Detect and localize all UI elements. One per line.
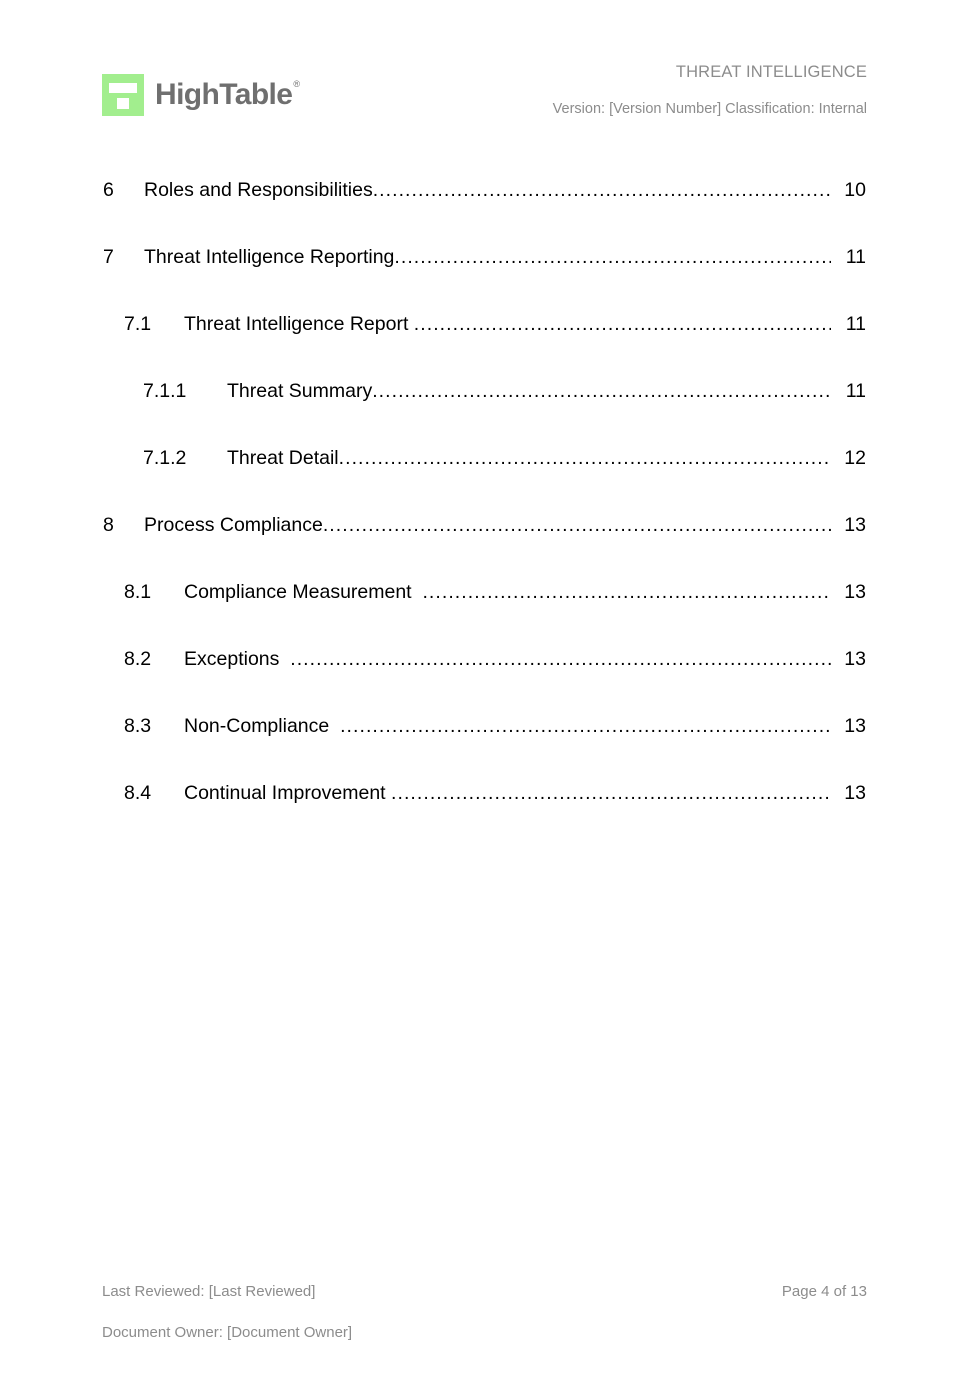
toc-entry[interactable] <box>0 645 980 712</box>
toc-entry[interactable] <box>0 310 980 377</box>
toc-entry-title: Threat Intelligence Report <box>184 313 409 335</box>
toc-entry[interactable] <box>0 511 980 578</box>
toc-dot-leader <box>340 712 831 740</box>
toc-entry[interactable] <box>0 176 980 243</box>
toc-entry-page-number: 11 <box>845 313 866 335</box>
document-version-classification: Version: [Version Number] Classification: Internal <box>552 100 867 117</box>
toc-dot-leader <box>339 444 831 472</box>
toc-entry-number: 6 <box>103 179 114 201</box>
toc-entry-page-number: 12 <box>844 447 866 469</box>
logo-block-shape <box>117 98 129 109</box>
toc-entry-title: Threat Summary <box>227 380 373 402</box>
toc-dot-leader <box>414 310 831 338</box>
toc-entry-title: Continual Improvement <box>184 782 386 804</box>
toc-entry-title: Threat Detail <box>227 447 339 469</box>
toc-entry-title: Exceptions <box>184 648 280 670</box>
toc-entry[interactable] <box>0 578 980 645</box>
toc-dot-leader <box>422 578 831 606</box>
toc-entry-page-number: 13 <box>844 581 866 603</box>
toc-entry-number: 8.1 <box>124 581 152 603</box>
toc-entry-page-number: 13 <box>844 715 866 737</box>
logo-bar-shape <box>109 83 137 93</box>
toc-entry-title: Process Compliance <box>144 514 323 536</box>
header-meta <box>553 62 867 118</box>
toc-entry-page-number: 11 <box>845 246 866 268</box>
toc-entry-number: 7.1.2 <box>143 447 187 469</box>
toc-entry-number: 8.2 <box>124 648 152 670</box>
toc-entry-title: Non-Compliance <box>184 715 330 737</box>
toc-entry-page-number: 10 <box>844 179 866 201</box>
toc-dot-leader <box>372 377 831 405</box>
logo-wordmark <box>155 80 298 110</box>
toc-dot-leader <box>290 645 831 673</box>
toc-dot-leader <box>391 779 831 807</box>
page-number-indicator: Page 4 of 13 <box>781 1283 867 1300</box>
toc-entry[interactable] <box>0 779 980 846</box>
toc-entry[interactable] <box>0 444 980 511</box>
page-header <box>0 62 980 142</box>
toc-entry-page-number: 13 <box>844 514 866 536</box>
toc-dot-leader <box>373 176 831 204</box>
toc-dot-leader <box>323 511 831 539</box>
document-owner-label: Document Owner: [Document Owner] <box>102 1324 353 1341</box>
toc-entry-number: 8.4 <box>124 782 152 804</box>
last-reviewed-label: Last Reviewed: [Last Reviewed] <box>102 1283 316 1300</box>
footer-row-primary <box>0 1283 980 1324</box>
toc-entry-title: Threat Intelligence Reporting <box>144 246 395 268</box>
toc-entry-number: 7.1.1 <box>143 380 187 402</box>
page-footer <box>0 1283 980 1365</box>
logo-wordmark-text: HighTable <box>155 78 293 111</box>
hightable-logo-mark-icon <box>102 74 144 116</box>
toc-entry-number: 8 <box>103 514 114 536</box>
toc-dot-leader <box>394 243 831 271</box>
hightable-logo <box>102 74 298 116</box>
toc-entry-number: 7.1 <box>124 313 152 335</box>
table-of-contents <box>0 176 980 846</box>
toc-entry-page-number: 13 <box>844 782 866 804</box>
toc-entry-page-number: 13 <box>844 648 866 670</box>
toc-entry-title: Roles and Responsibilities <box>144 179 373 201</box>
toc-entry-page-number: 11 <box>845 380 866 402</box>
toc-entry[interactable] <box>0 712 980 779</box>
footer-row-secondary <box>0 1324 980 1365</box>
toc-entry-number: 7 <box>103 246 114 268</box>
registered-trademark-icon: ® <box>293 79 300 89</box>
toc-entry-number: 8.3 <box>124 715 152 737</box>
toc-entry[interactable] <box>0 243 980 310</box>
toc-entry-title: Compliance Measurement <box>184 581 412 603</box>
toc-entry[interactable] <box>0 377 980 444</box>
document-title: THREAT INTELLIGENCE <box>675 63 867 81</box>
